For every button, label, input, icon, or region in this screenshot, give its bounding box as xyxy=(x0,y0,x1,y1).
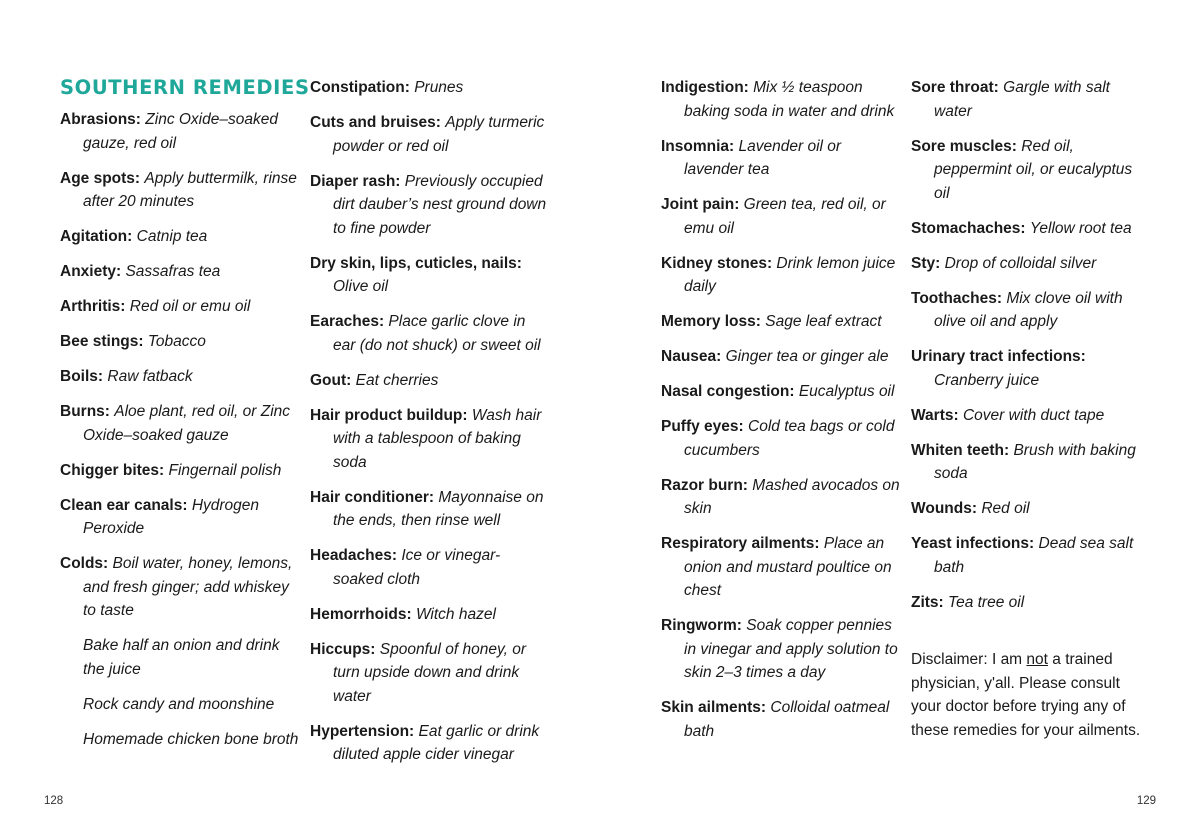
ailment-term: Nasal congestion: xyxy=(661,383,795,400)
remedy-entry xyxy=(60,108,300,155)
remedy-text: Apply buttermilk, rinse after 20 minutes xyxy=(83,169,297,210)
remedy-text: Drink lemon juice daily xyxy=(684,254,896,295)
ailment-term: Ringworm: xyxy=(661,617,742,634)
remedy-entry xyxy=(911,345,1151,392)
remedy-text: Sage leaf extract xyxy=(765,313,882,330)
remedy-text: Mix ½ teaspoon baking soda in water and drink xyxy=(684,79,895,120)
disclaimer-emphasis: not xyxy=(1026,651,1048,668)
remedy-text: Previously occupied dirt dauber’s nest ground down to fine powder xyxy=(333,172,547,237)
remedy-text: Gargle with salt water xyxy=(934,79,1110,120)
ailment-term: Insomnia: xyxy=(661,137,735,155)
remedy-entry xyxy=(661,614,901,685)
remedy-entry xyxy=(310,486,550,533)
remedy-entry xyxy=(60,295,300,319)
remedy-entry xyxy=(60,167,300,214)
remedy-text: Tea tree oil xyxy=(948,593,1025,611)
entries-list xyxy=(60,108,300,623)
ailment-term: Joint pain: xyxy=(661,196,740,213)
remedy-text: Apply turmeric powder or red oil xyxy=(333,114,545,155)
ailment-term: Hair conditioner: xyxy=(310,488,435,506)
remedy-text: Red oil or emu oil xyxy=(129,298,251,315)
ailment-term: Memory loss: xyxy=(661,313,761,330)
remedy-entry xyxy=(661,696,901,743)
section-heading: SOUTHERN REMEDIES xyxy=(60,76,310,99)
ailment-term: Age spots: xyxy=(60,169,141,187)
ailment-term: Whiten teeth: xyxy=(911,441,1010,459)
remedy-entry xyxy=(661,380,901,404)
remedy-text: Aloe plant, red oil, or Zinc Oxide–soaked gauze xyxy=(83,403,291,444)
ailment-term: Respiratory ailments: xyxy=(661,535,820,552)
remedy-text: Brush with baking soda xyxy=(934,441,1136,482)
ailment-term: Razor burn: xyxy=(661,476,748,494)
remedy-entry xyxy=(911,439,1151,486)
ailment-term: Arthritis: xyxy=(60,298,126,315)
ailment-term: Zits: xyxy=(911,593,944,611)
remedy-text: Place an onion and mustard poultice on chest xyxy=(684,535,892,599)
column-2 xyxy=(310,76,550,778)
disclaimer-text-after: a trained physician, y'all. Please consult your doctor before trying any of these remedies for your ailments. xyxy=(911,651,1141,739)
ailment-term: Toothaches: xyxy=(911,289,1002,307)
ailment-term: Abrasions: xyxy=(60,111,141,128)
right-page xyxy=(600,0,1200,840)
remedy-text: Eat cherries xyxy=(355,371,439,389)
column-4 xyxy=(911,76,1151,758)
remedy-text: Colloidal oatmeal bath xyxy=(684,699,890,740)
remedy-text: Cold tea bags or cold cucumbers xyxy=(684,418,895,459)
remedy-text: Ginger tea or ginger ale xyxy=(725,348,889,365)
remedy-text: Sassafras tea xyxy=(125,263,221,280)
remedy-text: Ice or vinegar-soaked cloth xyxy=(333,547,501,588)
remedy-text: Catnip tea xyxy=(136,228,208,245)
remedy-text: Olive oil xyxy=(333,278,389,295)
ailment-term: Dry skin, lips, cuticles, nails: xyxy=(310,254,522,272)
disclaimer-text-before: Disclaimer: I am xyxy=(911,651,1027,668)
remedy-text: Spoonful of honey, or turn upside down and drink water xyxy=(333,640,526,705)
ailment-term: Chigger bites: xyxy=(60,461,165,479)
ailment-term: Agitation: xyxy=(60,228,133,245)
remedy-text: Cover with duct tape xyxy=(962,406,1105,424)
remedy-text: Yellow root tea xyxy=(1029,219,1132,237)
ailment-term: Sore throat: xyxy=(911,79,999,96)
entries-list xyxy=(911,76,1151,614)
column-1 xyxy=(60,76,310,763)
ailment-term: Diaper rash: xyxy=(310,172,401,190)
remedy-entry xyxy=(661,345,901,369)
remedy-entry xyxy=(911,497,1151,521)
remedy-entry xyxy=(911,76,1151,123)
remedy-entry xyxy=(60,459,300,483)
remedy-text: Witch hazel xyxy=(415,605,496,623)
remedy-entry xyxy=(60,400,300,447)
page-number-left: 128 xyxy=(44,795,64,807)
remedy-entry xyxy=(661,310,901,334)
colds-extra-remedies xyxy=(60,634,300,751)
remedy-entry xyxy=(661,532,901,603)
remedy-entry xyxy=(310,111,550,158)
ailment-term: Warts: xyxy=(911,406,959,424)
remedy-entry xyxy=(60,225,300,249)
remedy-text: Raw fatback xyxy=(107,368,193,385)
ailment-term: Skin ailments: xyxy=(661,699,767,716)
remedy-text: Hydrogen Peroxide xyxy=(83,496,260,537)
remedy-entry xyxy=(661,135,901,182)
remedy-text: Cranberry juice xyxy=(934,371,1040,389)
ailment-term: Hemorrhoids: xyxy=(310,605,412,623)
ailment-term: Gout: xyxy=(310,371,352,389)
remedy-entry xyxy=(911,287,1151,334)
remedy-entry xyxy=(911,591,1151,615)
disclaimer xyxy=(911,648,1151,742)
remedy-entry xyxy=(60,330,300,354)
remedy-text: Fingernail polish xyxy=(168,461,282,479)
remedy-entry xyxy=(60,494,300,541)
remedy-text: Boil water, honey, lemons, and fresh ginger; add whiskey to taste xyxy=(83,555,293,619)
remedy-entry xyxy=(60,552,300,623)
remedy-text: Red oil xyxy=(981,500,1030,517)
entries-list xyxy=(310,76,550,767)
ailment-term: Constipation: xyxy=(310,79,410,96)
ailment-term: Yeast infections: xyxy=(911,535,1035,552)
remedy-entry xyxy=(911,217,1151,241)
remedy-text: Dead sea salt bath xyxy=(934,535,1134,576)
remedy-text: Red oil, peppermint oil, or eucalyptus oil xyxy=(934,137,1133,202)
ailment-term: Wounds: xyxy=(911,500,978,517)
entries-list xyxy=(661,76,901,743)
remedy-entry xyxy=(661,474,901,521)
remedy-entry xyxy=(310,603,550,627)
remedy-entry xyxy=(60,365,300,389)
ailment-term: Hypertension: xyxy=(310,722,415,740)
remedy-entry xyxy=(310,544,550,591)
ailment-term: Earaches: xyxy=(310,313,385,330)
remedy-entry xyxy=(661,76,901,123)
remedy-text: Zinc Oxide–soaked gauze, red oil xyxy=(83,111,278,152)
ailment-term: Urinary tract infections: xyxy=(911,348,1086,365)
remedy-entry xyxy=(661,415,901,462)
ailment-term: Colds: xyxy=(60,555,109,572)
ailment-term: Indigestion: xyxy=(661,79,749,96)
ailment-term: Kidney stones: xyxy=(661,254,773,272)
remedy-entry xyxy=(310,638,550,709)
ailment-term: Hiccups: xyxy=(310,640,376,658)
page-number-right: 129 xyxy=(1136,795,1156,807)
remedy-entry xyxy=(310,404,550,475)
extra-remedy: Homemade chicken bone broth xyxy=(83,730,299,748)
column-3 xyxy=(661,76,901,755)
ailment-term: Hair product buildup: xyxy=(310,406,468,424)
remedy-entry xyxy=(911,135,1151,206)
remedy-text: Soak copper pennies in vinegar and apply solution to skin 2–3 times a day xyxy=(684,617,898,681)
ailment-term: Burns: xyxy=(60,403,110,420)
remedy-text: Eat garlic or drink diluted apple cider vinegar xyxy=(333,722,540,763)
remedy-entry xyxy=(310,170,550,241)
ailment-term: Nausea: xyxy=(661,348,722,365)
remedy-entry xyxy=(911,532,1151,579)
remedy-entry xyxy=(310,369,550,393)
remedy-text: Wash hair with a tablespoon of baking soda xyxy=(333,406,542,471)
remedy-text: Mix clove oil with olive oil and apply xyxy=(934,289,1123,330)
remedy-entry xyxy=(911,252,1151,276)
remedy-text: Drop of colloidal silver xyxy=(944,254,1097,272)
remedy-entry xyxy=(310,310,550,357)
remedy-text: Green tea, red oil, or emu oil xyxy=(684,196,886,237)
ailment-term: Sty: xyxy=(911,254,941,272)
remedy-entry xyxy=(911,404,1151,428)
remedy-entry xyxy=(60,260,300,284)
remedy-entry xyxy=(310,76,550,100)
ailment-term: Cuts and bruises: xyxy=(310,114,441,131)
extra-remedy: Rock candy and moonshine xyxy=(83,695,275,713)
ailment-term: Boils: xyxy=(60,368,104,385)
extra-remedy: Bake half an onion and drink the juice xyxy=(83,637,280,678)
remedy-text: Mayonnaise on the ends, then rinse well xyxy=(333,488,544,529)
remedy-text: Eucalyptus oil xyxy=(798,383,895,400)
ailment-term: Anxiety: xyxy=(60,263,122,280)
ailment-term: Headaches: xyxy=(310,547,398,564)
ailment-term: Puffy eyes: xyxy=(661,418,744,435)
remedy-text: Prunes xyxy=(414,79,464,96)
ailment-term: Sore muscles: xyxy=(911,137,1017,155)
ailment-term: Stomachaches: xyxy=(911,219,1026,237)
remedy-entry xyxy=(310,720,550,767)
remedy-entry xyxy=(661,252,901,299)
remedy-text: Tobacco xyxy=(147,333,206,350)
remedy-entry xyxy=(661,193,901,240)
remedy-text: Mashed avocados on skin xyxy=(684,476,900,517)
ailment-term: Bee stings: xyxy=(60,333,144,350)
remedy-entry xyxy=(310,252,550,299)
ailment-term: Clean ear canals: xyxy=(60,496,188,514)
remedy-text: Lavender oil or lavender tea xyxy=(684,137,842,178)
remedy-text: Place garlic clove in ear (do not shuck) or sweet oil xyxy=(333,313,541,354)
